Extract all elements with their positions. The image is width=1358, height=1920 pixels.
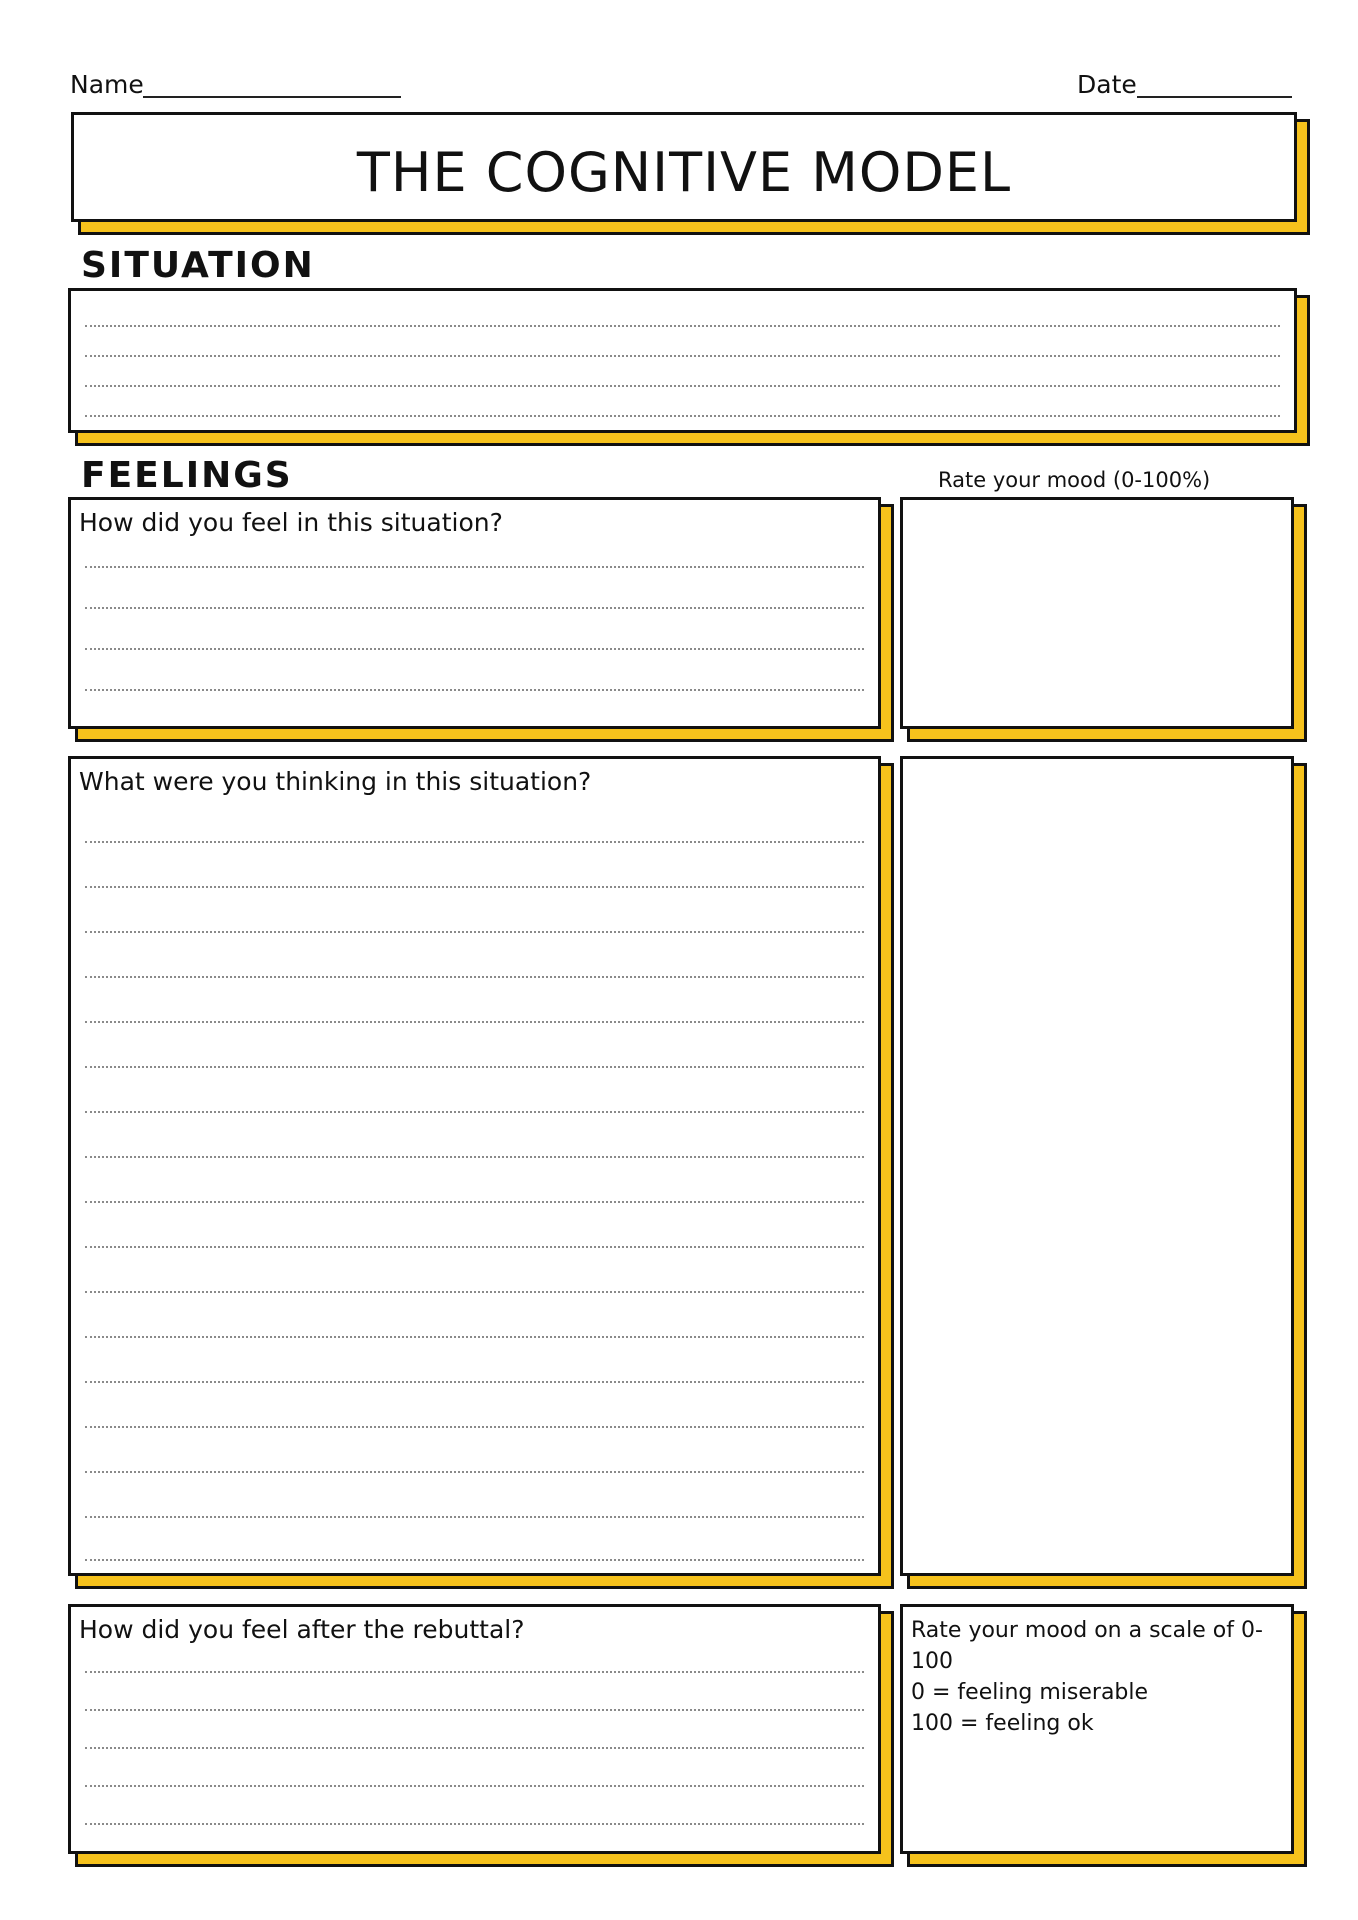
mood-scale-line: 0 = feeling miserable bbox=[911, 1680, 1149, 1705]
feelings-box[interactable] bbox=[68, 497, 881, 729]
writing-line bbox=[85, 931, 864, 933]
writing-line bbox=[85, 1156, 864, 1158]
rebuttal-prompt: How did you feel after the rebuttal? bbox=[79, 1615, 525, 1644]
writing-line bbox=[85, 607, 864, 609]
date-field[interactable] bbox=[1137, 96, 1292, 98]
writing-line bbox=[85, 1066, 864, 1068]
situation-box[interactable] bbox=[68, 288, 1297, 433]
writing-line bbox=[85, 1246, 864, 1248]
date-label: Date bbox=[1077, 70, 1137, 99]
mood-rating-box[interactable] bbox=[900, 497, 1294, 729]
rate-mood-label: Rate your mood (0-100%) bbox=[938, 468, 1211, 492]
writing-line bbox=[85, 385, 1280, 387]
mood-scale-line: Rate your mood on a scale of 0-100 bbox=[911, 1618, 1263, 1674]
writing-line bbox=[85, 1336, 864, 1338]
writing-line bbox=[85, 355, 1280, 357]
situation-heading: SITUATION bbox=[81, 245, 315, 286]
writing-line bbox=[85, 1381, 864, 1383]
writing-line bbox=[85, 689, 864, 691]
thinking-box[interactable] bbox=[68, 756, 881, 1576]
writing-line bbox=[85, 325, 1280, 327]
writing-line bbox=[85, 1516, 864, 1518]
writing-line bbox=[85, 648, 864, 650]
writing-line bbox=[85, 1671, 864, 1673]
writing-line bbox=[85, 1747, 864, 1749]
name-field[interactable] bbox=[143, 96, 401, 98]
writing-line bbox=[85, 1471, 864, 1473]
name-label: Name bbox=[70, 70, 144, 99]
writing-line bbox=[85, 1201, 864, 1203]
writing-line bbox=[85, 886, 864, 888]
writing-line bbox=[85, 1111, 864, 1113]
mood-scale-note bbox=[911, 1615, 1291, 1739]
rebuttal-mood-box[interactable] bbox=[900, 1604, 1294, 1854]
thinking-side-box[interactable] bbox=[900, 756, 1294, 1576]
writing-line bbox=[85, 415, 1280, 417]
writing-line bbox=[85, 1785, 864, 1787]
writing-line bbox=[85, 841, 864, 843]
title-box bbox=[71, 112, 1297, 222]
writing-line bbox=[85, 1709, 864, 1711]
writing-line bbox=[85, 976, 864, 978]
writing-line bbox=[85, 1426, 864, 1428]
page-title: THE COGNITIVE MODEL bbox=[356, 141, 1012, 204]
feelings-heading: FEELINGS bbox=[81, 455, 293, 496]
writing-line bbox=[85, 566, 864, 568]
feelings-prompt: How did you feel in this situation? bbox=[79, 508, 503, 537]
mood-scale-line: 100 = feeling ok bbox=[911, 1711, 1094, 1736]
writing-line bbox=[85, 1823, 864, 1825]
rebuttal-box[interactable] bbox=[68, 1604, 881, 1854]
thinking-prompt: What were you thinking in this situation? bbox=[79, 767, 592, 796]
writing-line bbox=[85, 1559, 864, 1561]
writing-line bbox=[85, 1021, 864, 1023]
writing-line bbox=[85, 1291, 864, 1293]
